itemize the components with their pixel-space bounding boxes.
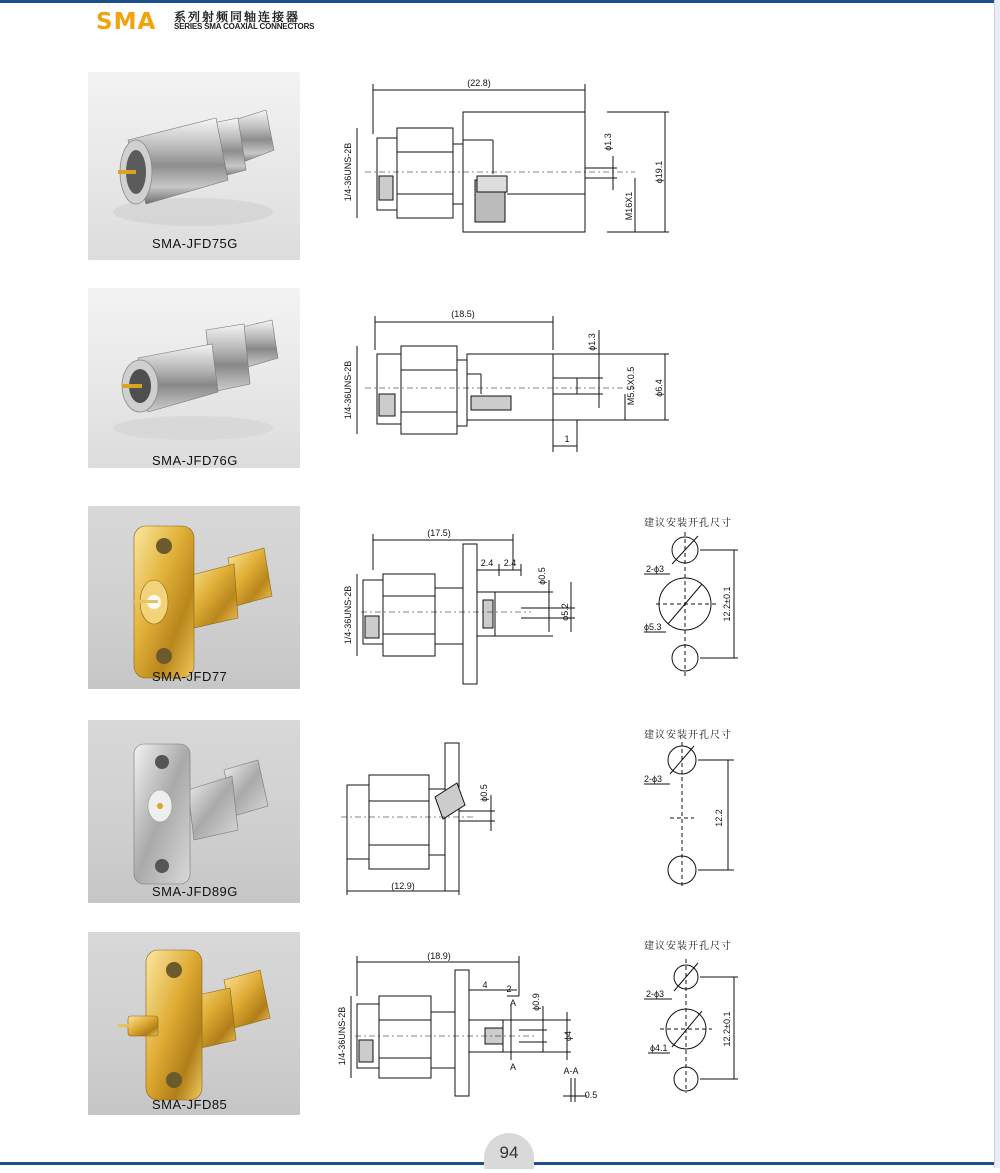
model-label: SMA-JFD77	[152, 669, 228, 684]
dim-mount: M5.5X0.5	[626, 366, 636, 406]
page-edge-bar	[994, 0, 1000, 1168]
drawing-jfd77	[335, 520, 595, 690]
drawing-jfd89g	[335, 735, 515, 905]
hole-pattern-jfd89g	[640, 742, 750, 892]
dim-b: 2	[506, 984, 512, 994]
dim-thread: 1/4-36UNS-2B	[343, 585, 353, 645]
dim-step: 1	[564, 434, 570, 444]
dim-b: 2.4	[503, 558, 517, 568]
dim-pin: ϕ1.3	[603, 133, 613, 151]
dim-thread: 1/4-36UNS-2B	[343, 142, 353, 202]
hole-pattern-title: 建议安装开孔尺寸	[644, 941, 732, 952]
dim-diameter: ϕ6.4	[654, 379, 664, 397]
dim-length: (18.9)	[427, 951, 451, 961]
dim-pin: ϕ1.3	[587, 333, 597, 351]
drawing-jfd76g	[335, 300, 675, 460]
hole-large: ϕ5.3	[644, 622, 662, 632]
connector-image	[88, 288, 300, 468]
section-mark-top: A	[509, 998, 517, 1008]
dim-length: (22.8)	[467, 78, 491, 88]
dim-diameter: ϕ19.1	[654, 160, 664, 184]
dim-length: (17.5)	[427, 528, 451, 538]
brand-logo: SMA	[96, 9, 157, 35]
hole-pattern-title: 建议安装开孔尺寸	[644, 518, 732, 529]
hole-small: 2-ϕ3	[646, 989, 665, 999]
hole-pattern-title: 建议安装开孔尺寸	[644, 730, 732, 741]
dim-pin: ϕ0.5	[479, 784, 489, 802]
dim-pin: ϕ0.5	[537, 567, 547, 585]
dim-thread: 1/4-36UNS-2B	[343, 360, 353, 420]
dim-pin: ϕ0.9	[531, 993, 541, 1011]
dim-diameter: ϕ5.2	[560, 603, 570, 621]
model-label: SMA-JFD89G	[152, 884, 238, 899]
hole-pattern-jfd85	[640, 955, 750, 1095]
hole-small: 2-ϕ3	[646, 564, 665, 574]
product-photo-jfd89g	[88, 720, 300, 903]
page-number-tab	[484, 1133, 534, 1169]
product-photo-jfd85	[88, 932, 300, 1115]
top-rule	[0, 0, 1000, 3]
drawing-jfd85	[335, 950, 615, 1110]
dim-thickness: 0.5	[584, 1090, 598, 1100]
connector-image	[88, 72, 300, 260]
dim-a: 4	[482, 980, 488, 990]
hole-spacing: 12.2±0.1	[722, 586, 732, 622]
section-mark-bottom: A	[509, 1062, 517, 1072]
product-photo-jfd77	[88, 506, 300, 689]
model-label: SMA-JFD76G	[152, 453, 238, 468]
hole-small: 2-ϕ3	[644, 774, 663, 784]
model-label: SMA-JFD75G	[152, 236, 238, 251]
section-title: A-A	[563, 1066, 579, 1076]
dim-a: 2.4	[480, 558, 494, 568]
hole-spacing: 12.2	[714, 809, 724, 827]
dim-thread: 1/4-36UNS-2B	[337, 1006, 347, 1066]
dim-diameter: ϕ4	[563, 1030, 573, 1042]
product-photo-jfd76g	[88, 288, 300, 468]
connector-image	[88, 506, 300, 689]
dim-length: (18.5)	[451, 309, 475, 319]
dim-length: (12.9)	[391, 881, 415, 891]
header-title-cn: 系列射频同轴连接器	[174, 10, 301, 24]
header-title-en: SERIES SMA COAXIAL CONNECTORS	[174, 22, 315, 31]
dim-mount: M16X1	[624, 191, 634, 221]
hole-spacing: 12.2±0.1	[722, 1011, 732, 1047]
page-number: 94	[499, 1143, 519, 1162]
connector-image	[88, 932, 300, 1115]
hole-pattern-jfd77	[640, 528, 750, 678]
connector-image	[88, 720, 300, 903]
model-label: SMA-JFD85	[152, 1097, 228, 1112]
hole-large: ϕ4.1	[650, 1043, 668, 1053]
drawing-jfd75g	[335, 72, 675, 242]
product-photo-jfd75g	[88, 72, 300, 260]
